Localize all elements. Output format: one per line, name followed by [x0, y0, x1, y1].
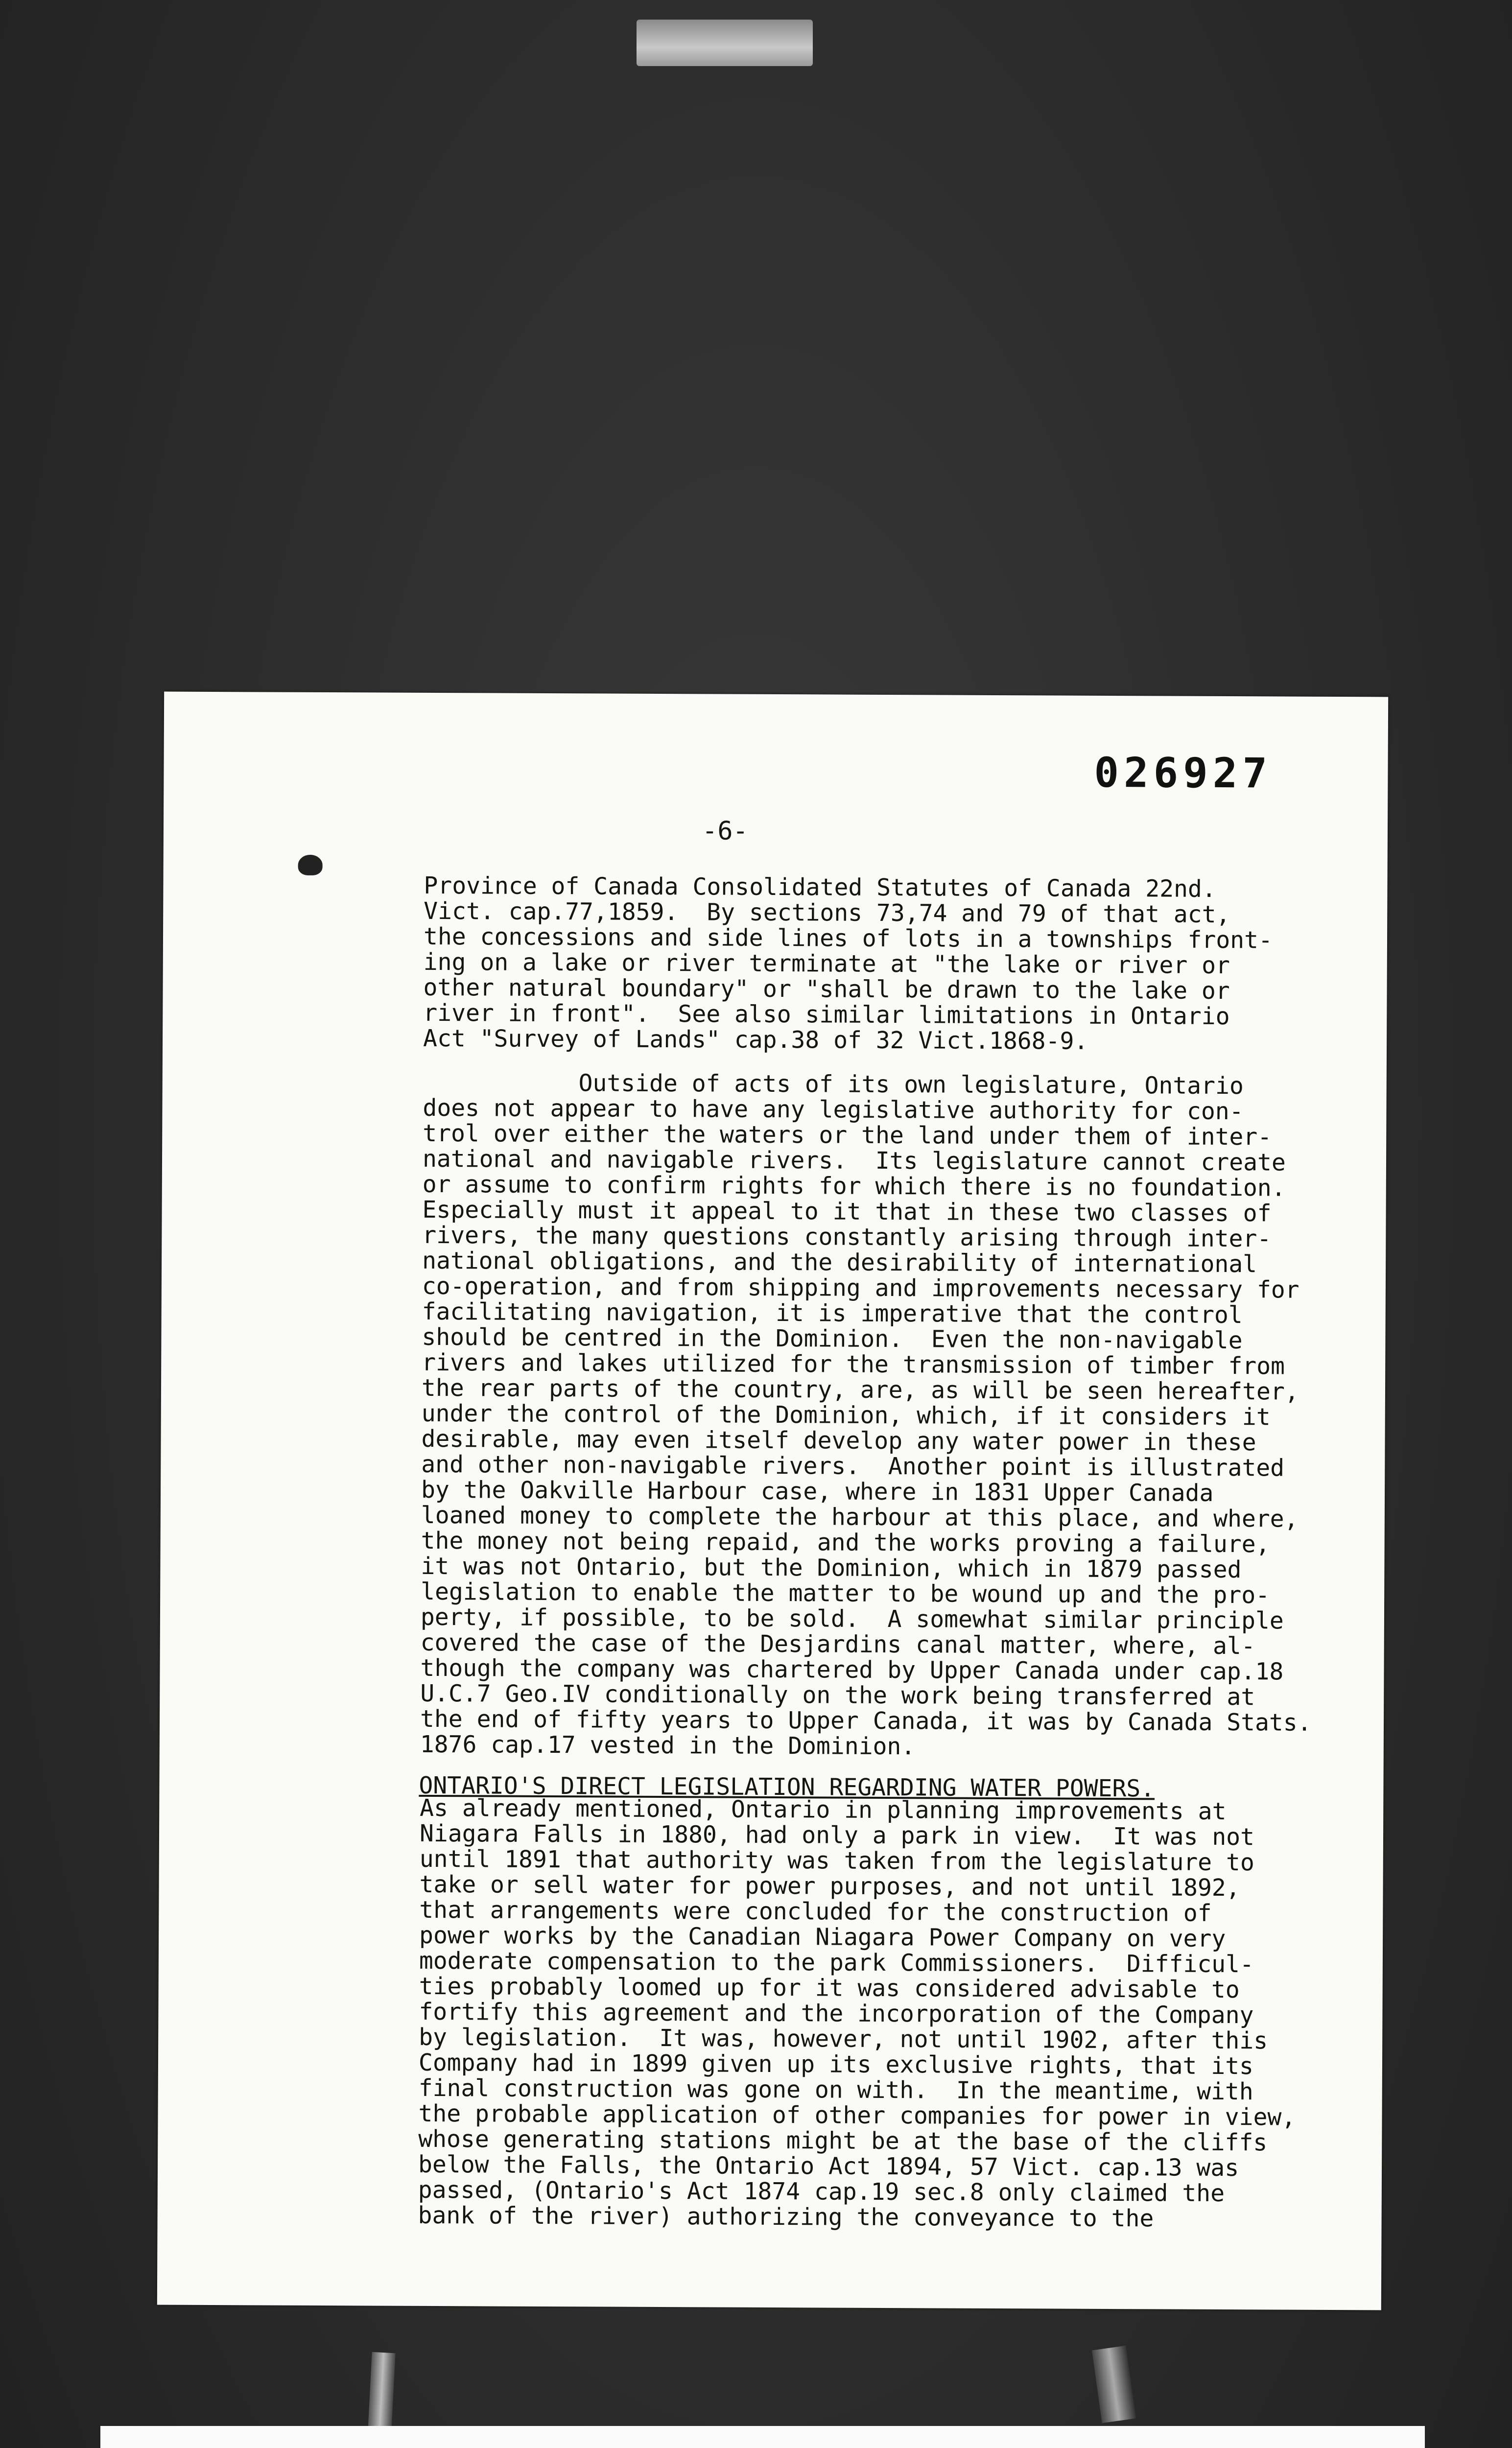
stamp-number: 026927 — [1094, 748, 1273, 798]
archive-label-card — [100, 2426, 1425, 2448]
page-number: -6- — [702, 816, 749, 846]
paragraph-statutes: Province of Canada Consolidated Statutes of Canada 22nd. Vict. cap.77,1859. By sections 73,74 and 79 of that act, the concessions and side lines of lots in a townships front- ing on a lake or river terminate at "the lake or river or other natural boundary" or "shall be drawn to the lake or river in front". See also similar limitations in Ontario Act "Survey of Lands" cap.38 of 32 Vict.1868-9. — [423, 871, 1273, 1055]
paragraph-legislative-authority: Outside of acts of its own legislature, Ontario does not appear to have any legislative authority for con- trol over either the waters or the land under them of inter- national and navigable rivers. Its legislature cannot create or assume to confirm rights for which there is no foundation. Especially must it appeal to it that in these two classes of rivers, the many questions constantly arising through inter- national obligations, and the desirability of international co-operation, and from shipping and improvements necessary for facilitating navigation, it is imperative that the control should be centred in the Dominion. Even the non-navigable rivers and lakes utilized for the transmission of timber from the rear parts of the country, are, as will be seen hereafter, under the control of the Dominion, which, if it considers it desirable, may even itself develop any water power in these and other non-navigable rivers. Another point is illustrated by the Oakville Harbour case, where in 1831 Upper Canada loaned money to complete the harbour at this place, and where, the money not being repaid, and the works proving a failure, it was not Ontario, but the Dominion, which in 1879 passed legislation to enable the matter to be wound up and the pro- perty, if possible, to be sold. A somewhat similar principle covered the case of the Desjardins canal matter, where, al- though the company was chartered by Upper Canada under cap.18 U.C.7 Geo.IV conditionally on the work being transferred at the end of fifty years to Upper Canada, it was by Canada Stats. 1876 cap.17 vested in the Dominion. — [420, 1068, 1312, 1761]
paragraph-direct-legislation: As already mentioned, Ontario in planning improvements at Niagara Falls in 1880, had only a park in view. It was not until 1891 that authority was taken from the legislature to take or sell water for power purposes, and not until 1892, that arrangements were concluded for the construction of power works by the Canadian Niagara Power Company on very moderate compensation to the park Commissioners. Difficul- ties probably loomed up for it was considered advisable to fortify this agreement and the incorporation of the Company by legislation. It was, however, not until 1902, after this Company had in 1899 given up its exclusive rights, that its final construction was gone on with. In the meantime, with the probable application of other companies for power in view, whose generating stations might be at the base of the cliffs below the Falls, the Ontario Act 1894, 57 Vict. cap.13 was passed, (Ontario's Act 1874 cap.19 sec.8 only claimed the bank of the river) authorizing the conveyance to the — [418, 1794, 1296, 2233]
top-binder-clip — [637, 20, 813, 66]
document-page — [157, 692, 1388, 2310]
hole-punch-mark — [298, 855, 323, 875]
section-heading: ONTARIO'S DIRECT LEGISLATION REGARDING WATER POWERS. — [419, 1771, 1155, 1803]
